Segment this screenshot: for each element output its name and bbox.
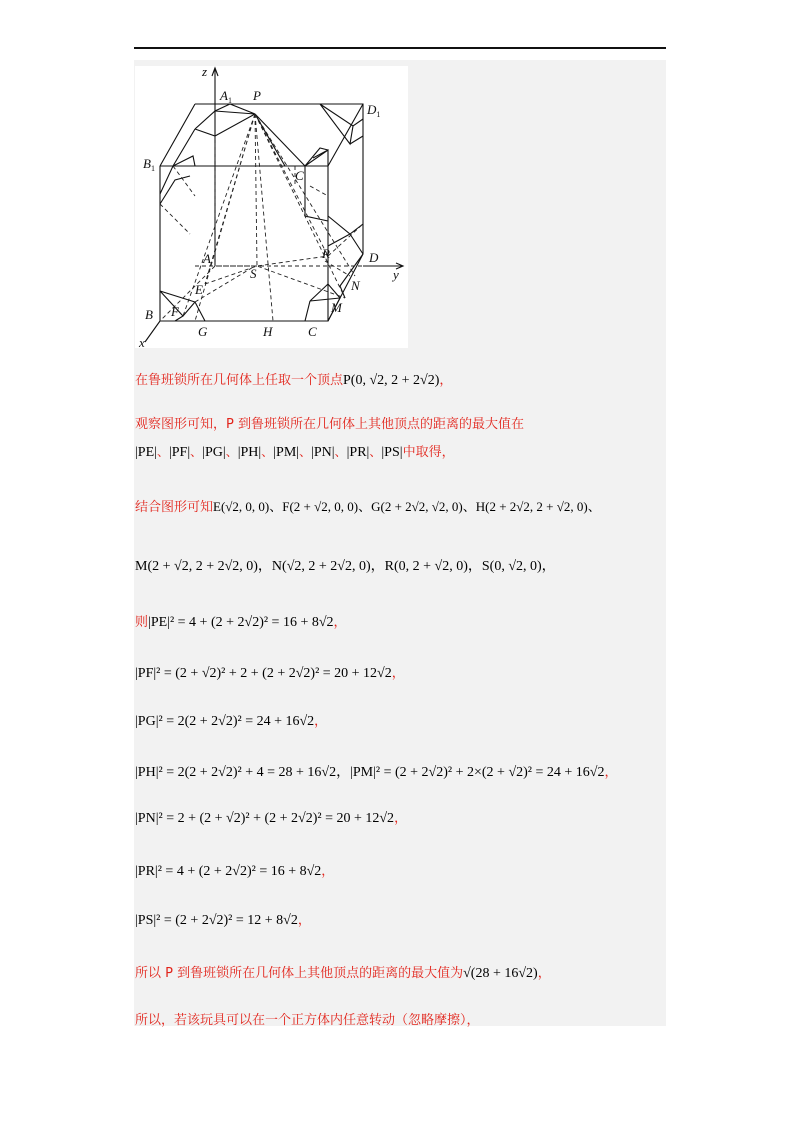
label-B1: $B_1$: [143, 156, 155, 173]
math-expression: |PF|² = (2 + √2)² + 2 + (2 + 2√2)² = 20 + 12√2: [135, 666, 392, 681]
solution-line-9: [135, 762, 617, 783]
punctuation: ，: [394, 811, 408, 826]
line-text: 所以，若该玩具可以在一个正方体内任意转动（忽略摩擦），: [135, 1013, 480, 1028]
punctuation: ，: [333, 615, 347, 630]
solution-line-12: [135, 910, 311, 931]
math-expression: |PR|: [346, 445, 370, 460]
solution-line-13: [135, 963, 551, 984]
label-G: G: [198, 324, 208, 339]
solution-line-11: [135, 861, 334, 882]
solution-line-8: [135, 711, 327, 732]
math-expression: |PS|: [381, 445, 403, 460]
math-expression: |PM|: [273, 445, 300, 460]
separator: 、: [225, 445, 238, 459]
label-D1: $D_1$: [367, 102, 381, 119]
math-expression: |PR|² = 4 + (2 + 2√2)² = 16 + 8√2: [135, 864, 322, 879]
line-text: 结合图形可知: [135, 500, 214, 515]
axis-label-z: z: [202, 66, 208, 79]
math-expression: √(28 + 16√2): [463, 966, 538, 981]
math-expression: P(0, √2, 2 + 2√2): [343, 373, 440, 388]
math-expression: |PH|: [237, 445, 262, 460]
math-expression: |PH|² = 2(2 + 2√2)² + 4 = 28 + 16√2，|PM|² = (2 + 2√2)² + 2×(2 + √2)² = 24 + 16√2: [135, 765, 605, 780]
geometry-figure: [135, 66, 408, 348]
label-A1: $A_1$: [220, 88, 232, 105]
math-expression: |PE|: [135, 445, 157, 460]
separator: 、: [334, 445, 347, 459]
line-text: 则: [135, 615, 149, 630]
math-expression: |PN|: [311, 445, 335, 460]
punctuation: 中取得，: [402, 445, 455, 460]
separator: 、: [190, 445, 203, 459]
label-M: M: [331, 300, 342, 315]
separator: 、: [156, 445, 169, 459]
solution-line-4: [135, 497, 601, 518]
label-N: N: [351, 278, 360, 293]
solution-line-5: [135, 556, 556, 577]
line-text: 所以 P 到鲁班锁所在几何体上其他顶点的距离的最大值为: [135, 966, 464, 981]
math-expression: |PG|: [202, 445, 226, 460]
separator: 、: [369, 445, 382, 459]
math-expression: M(2 + √2, 2 + 2√2, 0)，N(√2, 2 + 2√2, 0)，R(0, 2 + √2, 0)，S(0, √2, 0)，: [135, 559, 556, 574]
math-expression: |PF|: [168, 445, 191, 460]
punctuation: ，: [604, 765, 618, 780]
label-E: E: [195, 282, 203, 297]
label-B: B: [145, 307, 153, 322]
math-expression: |PS|² = (2 + 2√2)² = 12 + 8√2: [135, 913, 298, 928]
label-D: D: [369, 250, 379, 265]
label-C: C: [308, 324, 317, 339]
solution-line-7: [135, 663, 405, 684]
math-expression: |PN|² = 2 + (2 + √2)² + (2 + 2√2)² = 20 + 12√2: [135, 811, 395, 826]
label-S: S: [250, 266, 257, 281]
punctuation: ，: [297, 913, 311, 928]
luban-lock-diagram: [135, 66, 408, 348]
label-F: F: [171, 304, 179, 319]
label-H: H: [263, 324, 273, 339]
punctuation: ，: [537, 966, 551, 981]
line-text: 观察图形可知，P 到鲁班锁所在几何体上其他顶点的距离的最大值在: [135, 417, 524, 432]
line-text: 在鲁班锁所在几何体上任取一个顶点: [135, 373, 344, 388]
math-expression: |PE|² = 4 + (2 + 2√2)² = 16 + 8√2: [148, 615, 334, 630]
solution-line-1: [135, 370, 452, 391]
label-P: P: [253, 88, 261, 103]
separator: 、: [261, 445, 274, 459]
axis-label-x: x: [139, 335, 145, 348]
label-C1: C: [295, 168, 304, 183]
math-expression: |PG|² = 2(2 + 2√2)² = 24 + 16√2: [135, 714, 315, 729]
punctuation: ，: [314, 714, 328, 729]
solution-line-3: [135, 442, 455, 463]
math-expression: E(√2, 0, 0)、F(2 + √2, 0, 0)、G(2 + 2√2, √2, 0)、H(2 + 2√2, 2 + √2, 0)、: [213, 499, 601, 514]
solution-line-2: [135, 414, 524, 435]
punctuation: ，: [439, 373, 453, 388]
top-rule: [134, 47, 666, 49]
separator: 、: [299, 445, 312, 459]
axis-label-y: y: [393, 267, 399, 282]
solution-line-6: [135, 612, 347, 633]
punctuation: ，: [391, 666, 405, 681]
solution-line-14: [135, 1010, 480, 1031]
label-A: A: [203, 251, 211, 266]
label-R: R: [322, 246, 330, 261]
solution-line-10: [135, 808, 407, 829]
punctuation: ，: [321, 864, 335, 879]
